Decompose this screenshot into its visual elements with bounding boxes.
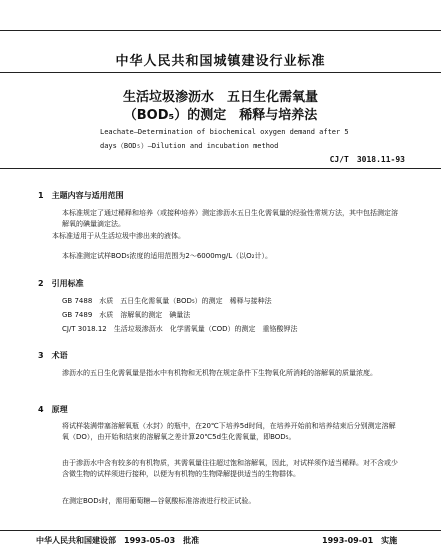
section-2-ref-1: GB 7488 水质 五日生化需氧量（BOD₅）的测定 稀释与接种法 <box>62 297 272 305</box>
english-title-line-2: days（BOD₅）—Dilution and incubation method <box>100 142 279 150</box>
section-2-ref-3: CJ/T 3018.12 生活垃圾渗沥水 化学需氧量（COD）的测定 重铬酸钾法 <box>62 325 298 333</box>
section-1-para-3: 本标准测定试样BOD₅浓度的适用范围为2～6000mg/L（以O₂计）。 <box>62 252 272 260</box>
english-title-line-1: Leachate—Determination of biochemical oxygen demand after 5 <box>100 128 349 136</box>
section-heading-1: 1 主题内容与适用范围 <box>38 191 124 200</box>
top-rule <box>0 30 441 31</box>
title-line-2: （BOD₅）的测定 稀释与培养法 <box>123 108 318 123</box>
section-4-para-2: 由于渗沥水中含有较多的有机物质，其需氧量往往超过饱和溶解氧，因此，对试样须作适当稀释。对不含或少含微生物的试样须进行接种，以便为有机物的生物降解提供适当的生物群体。 <box>62 459 398 478</box>
section-heading-3: 3 术语 <box>38 351 68 360</box>
section-heading-4: 4 原理 <box>38 405 68 414</box>
approval-line: 中华人民共和国建设部 1993-05-03 批准 <box>36 536 200 545</box>
header-rule <box>0 72 441 73</box>
section-3-para-1: 渗沥水的五日生化需氧量是指水中有机物和无机物在规定条件下生物氧化所消耗的溶解氧的质量浓度。 <box>62 369 377 377</box>
issuing-org-header: 中华人民共和国城镇建设行业标准 <box>115 54 326 69</box>
footer-rule <box>0 530 441 531</box>
section-heading-2: 2 引用标准 <box>38 279 84 288</box>
section-1-para-2: 本标准适用于从生活垃圾中渗出来的液体。 <box>52 232 185 240</box>
title-line-1: 生活垃圾渗沥水 五日生化需氧量 <box>122 90 318 105</box>
section-1-para-1: 本标准规定了通过稀释和培养（或接种培养）测定渗沥水五日生化需氧量的经验性常规方法，其中包括测定溶解氧的碘量滴定法。 <box>62 209 398 228</box>
implementation-date: 1993-09-01 实施 <box>322 536 398 545</box>
section-4-para-1: 将试样装满带塞溶解氧瓶（水封）的瓶中，在20℃下培养5d时间，在培养开始前和培养结束后分别测定溶解氧（DO），由开始和结束的溶解氧之差计算20℃5d生化需氧量，即BOD₅。 <box>62 422 396 441</box>
section-2-ref-2: GB 7489 水质 溶解氧的测定 碘量法 <box>62 311 191 319</box>
standard-code: CJ/T 3018.11-93 <box>329 155 405 164</box>
title-rule <box>0 168 441 169</box>
section-4-para-3: 在测定BOD₅时，需用葡萄糖—谷氨酸标准溶液进行校正试验。 <box>62 497 256 505</box>
